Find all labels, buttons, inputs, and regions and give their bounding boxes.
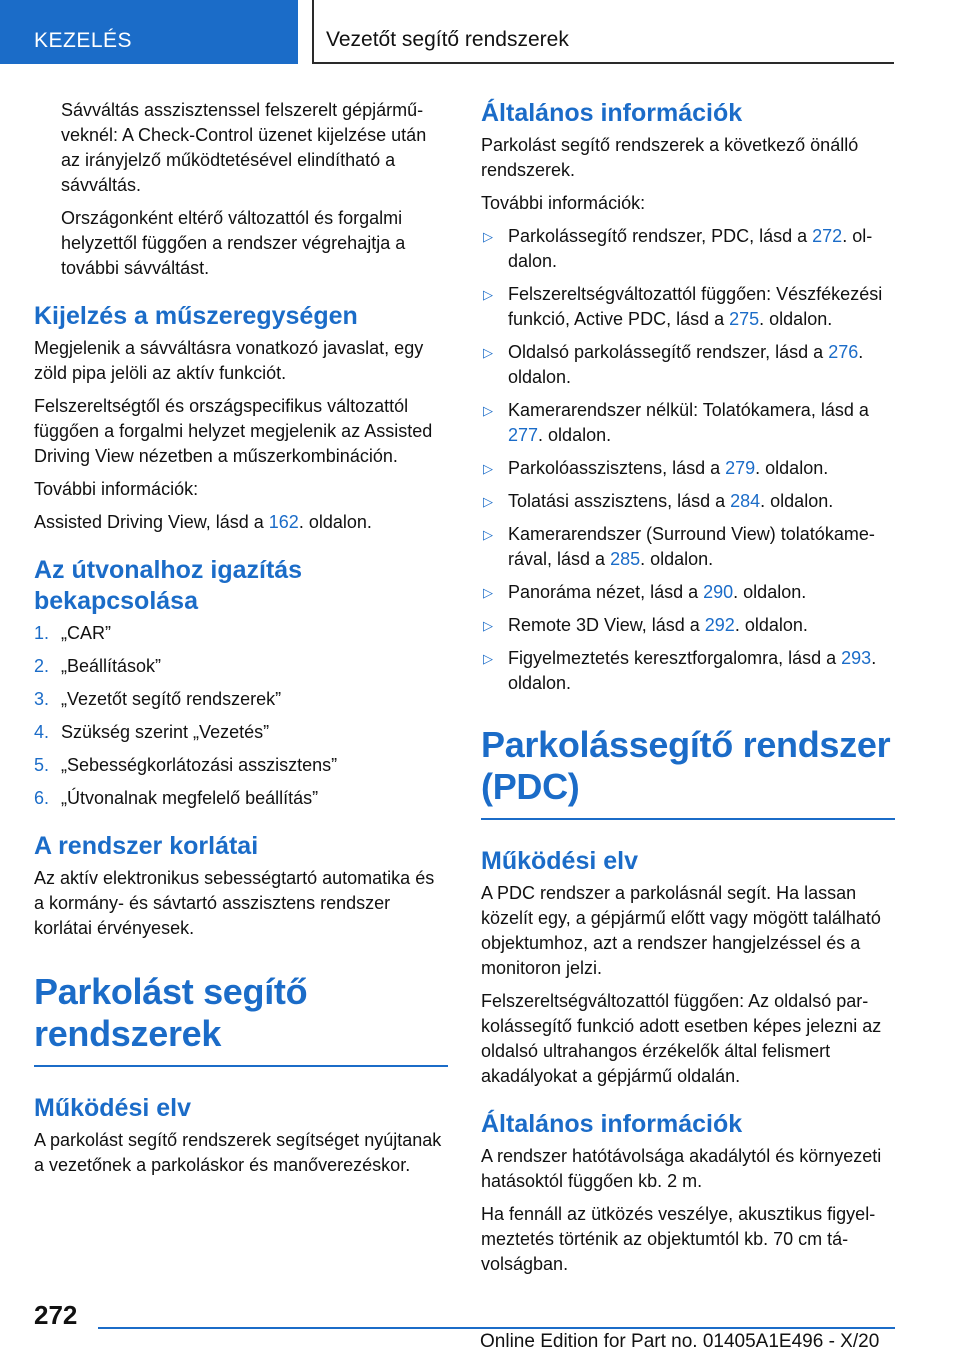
- section-heading: Működési elv: [34, 1094, 191, 1122]
- paragraph: További információk:: [481, 193, 646, 213]
- triangle-bullet-icon: ▷: [483, 494, 493, 509]
- step-number: 6.: [34, 788, 50, 808]
- text: Parkolássegítő rendszer, PDC, lásd a: [508, 226, 813, 246]
- triangle-bullet-icon: ▷: [483, 618, 493, 633]
- page-reference-link[interactable]: 279: [725, 458, 756, 478]
- paragraph: Felszereltségtől és országspecifikus változattól függően a forgalmi helyzet megjelenik az Assisted Driving View nézetben a műszerkombináción.: [34, 396, 433, 466]
- list-item-text: [508, 224, 895, 274]
- list-item-text: [508, 580, 806, 605]
- triangle-bullet-icon: ▷: [483, 403, 493, 418]
- list-item: [481, 456, 895, 481]
- text: . oldalon.: [760, 491, 834, 511]
- list-item-text: [508, 489, 833, 514]
- page-reference-link[interactable]: 284: [730, 491, 761, 511]
- paragraph: Felszereltségváltozattól függően: Az oldalsó parkolássegítő funkció adott esetben képes jelezni az oldalsó ultrahangos érzékelők által felismert akadályokat a gépjármű oldalán.: [481, 991, 882, 1086]
- step-text: Szükség szerint „Vezetés”: [61, 722, 270, 742]
- list-item: [481, 646, 895, 696]
- text: . oldalon.: [734, 615, 808, 635]
- page-number: 272: [34, 1300, 78, 1330]
- text: Tolatási asszisztens, lásd a: [508, 491, 731, 511]
- list-item: [481, 282, 895, 332]
- list-item: [34, 654, 448, 679]
- paragraph: Parkolást segítő rendszerek a következő önálló rendszerek.: [481, 135, 859, 180]
- page-reference-link[interactable]: 290: [703, 582, 734, 602]
- header-underline: [312, 62, 894, 64]
- list-item: [481, 613, 895, 638]
- page-reference-link[interactable]: 276: [828, 342, 859, 362]
- step-text: „CAR”: [61, 623, 111, 643]
- list-item: [481, 340, 895, 390]
- triangle-bullet-icon: ▷: [483, 287, 493, 302]
- section-heading: Működési elv: [481, 847, 638, 875]
- text: Oldalsó parkolássegítő rendszer, lásd a: [508, 342, 829, 362]
- list-item: [34, 687, 448, 712]
- text: . oldalon.: [508, 226, 873, 271]
- footer-rule: [98, 1327, 895, 1329]
- triangle-bullet-icon: ▷: [483, 651, 493, 666]
- chapter-heading: Parkolássegítő rendszer (PDC): [481, 724, 891, 807]
- text: Figyelmeztetés keresztforgalomra, lásd a: [508, 648, 842, 668]
- text: . oldalon.: [733, 582, 807, 602]
- list-item: [481, 489, 895, 514]
- list-item: [34, 720, 448, 745]
- text: Kamerarendszer nélkül: Tolatókamera, lásd a: [508, 400, 869, 420]
- page-reference-link[interactable]: 293: [841, 648, 872, 668]
- section-heading: Általános információk: [481, 1110, 743, 1138]
- text: Remote 3D View, lásd a: [508, 615, 705, 635]
- list-item: [481, 224, 895, 274]
- text: . oldalon.: [759, 309, 833, 329]
- page-reference-link[interactable]: 277: [508, 425, 539, 445]
- text: Felszereltségváltozattól függően: Vészfékezési funkció, Active PDC, lásd a: [508, 284, 883, 329]
- list-item-text: [508, 456, 828, 481]
- header-section-tab: [0, 0, 298, 64]
- step-number: 2.: [34, 656, 50, 676]
- section-heading: Általános információk: [481, 99, 743, 127]
- triangle-bullet-icon: ▷: [483, 345, 493, 360]
- paragraph: A parkolást segítő rendszerek segítséget nyújtanak a vezetőnek a parkoláskor és manőverezéskor.: [34, 1130, 442, 1175]
- triangle-bullet-icon: ▷: [483, 527, 493, 542]
- triangle-bullet-icon: ▷: [483, 461, 493, 476]
- chapter-rule: [34, 1065, 448, 1067]
- left-column: [34, 98, 448, 1186]
- list-item-text: [508, 522, 895, 572]
- section-heading: Az útvonalhoz igazítás bekapcsolása: [34, 556, 303, 615]
- list-item: [481, 580, 895, 605]
- text: . oldalon.: [298, 512, 372, 532]
- chapter-heading: Parkolást segítő rendszerek: [34, 971, 308, 1054]
- list-item-text: [508, 613, 808, 638]
- footer-edition-text: Online Edition for Part no. 01405A1E496 - X/20: [480, 1331, 880, 1352]
- page-reference-link[interactable]: 272: [812, 226, 843, 246]
- triangle-bullet-icon: ▷: [483, 585, 493, 600]
- text: . oldalon.: [508, 648, 877, 693]
- header-section-label: KEZELÉS: [34, 29, 133, 52]
- paragraph: A PDC rendszer a parkolásnál segít. Ha lassan közelít egy, a gépjármű előtt vagy mögött található objektumhoz, azt a rendszer hangjelzéssel és a monitoron jelzi.: [481, 883, 881, 978]
- text: . oldalon.: [538, 425, 612, 445]
- list-item-text: [508, 646, 895, 696]
- text: Assisted Driving View, lásd a: [34, 512, 269, 532]
- list-item: [481, 398, 895, 448]
- right-column: [481, 98, 895, 1285]
- page-reference-link[interactable]: 275: [729, 309, 760, 329]
- list-item: [34, 786, 448, 811]
- list-item: [481, 522, 895, 572]
- paragraph-with-reference: [34, 510, 448, 535]
- header-chapter-title: Vezetőt segítő rendszerek: [326, 28, 569, 51]
- list-item-text: [508, 340, 895, 390]
- list-item: [34, 753, 448, 778]
- text: Parkolóasszisztens, lásd a: [508, 458, 726, 478]
- paragraph: Megjelenik a sávváltásra vonatkozó javaslat, egy zöld pipa jelöli az aktív funkciót.: [34, 338, 424, 383]
- text: Panoráma nézet, lásd a: [508, 582, 704, 602]
- section-heading: A rendszer korlátai: [34, 832, 259, 860]
- text: . oldalon.: [755, 458, 829, 478]
- step-text: „Sebességkorlátozási asszisztens”: [61, 755, 338, 775]
- step-number: 1.: [34, 623, 50, 643]
- chapter-rule: [481, 818, 895, 820]
- step-number: 4.: [34, 722, 50, 742]
- text: . oldalon.: [508, 342, 864, 387]
- list-item-text: [508, 282, 895, 332]
- paragraph: Országonként eltérő változattól és forgalmi helyzettől függően a rendszer végrehajtja a további sávváltást.: [61, 208, 406, 278]
- paragraph: Az aktív elektronikus sebességtartó automatika és a kormány- és sávtartó asszisztens rendszer korlátai érvényesek.: [34, 868, 435, 938]
- text: Kamerarendszer (Surround View) tolatókamerával, lásd a: [508, 524, 875, 569]
- text: . oldalon.: [640, 549, 714, 569]
- page-reference-link[interactable]: 285: [610, 549, 641, 569]
- step-text: „Útvonalnak megfelelő beállítás”: [61, 788, 319, 808]
- triangle-bullet-icon: ▷: [483, 229, 493, 244]
- page-reference-link[interactable]: 162: [268, 512, 299, 532]
- paragraph: Sávváltás asszisztenssel felszerelt gépjárműveknél: A Check-Control üzenet kijelzése után az irányjelző működtetésével elindítható a sávváltás.: [61, 100, 427, 195]
- step-text: „Beállítások”: [61, 656, 162, 676]
- steps-list: [34, 621, 448, 811]
- step-text: „Vezetőt segítő rendszerek”: [61, 689, 282, 709]
- paragraph: Ha fennáll az ütközés veszélye, akusztikus figyelmeztetés történik az objektumtól kb. 70 cm távolságban.: [481, 1204, 876, 1274]
- step-number: 5.: [34, 755, 50, 775]
- step-number: 3.: [34, 689, 50, 709]
- section-heading: Kijelzés a műszeregységen: [34, 302, 358, 330]
- header-divider: [312, 0, 314, 64]
- page-reference-link[interactable]: 292: [704, 615, 735, 635]
- list-item-text: [508, 398, 895, 448]
- reference-list: [481, 224, 895, 696]
- list-item: [34, 621, 448, 646]
- paragraph: További információk:: [34, 479, 199, 499]
- paragraph: A rendszer hatótávolsága akadálytól és környezeti hatásoktól függően kb. 2 m.: [481, 1146, 882, 1191]
